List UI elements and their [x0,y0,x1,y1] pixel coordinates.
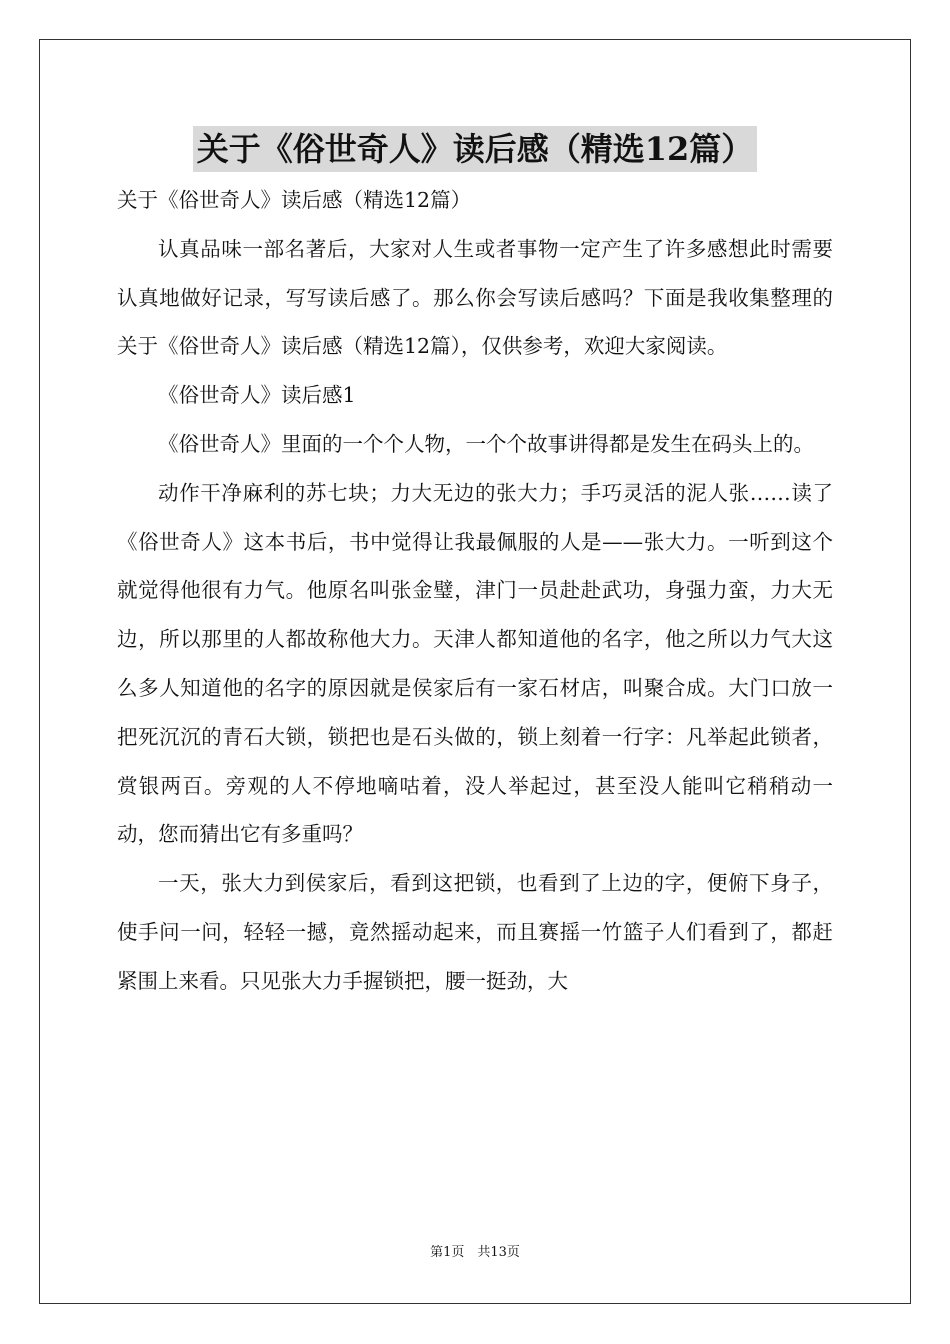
body-paragraph: 《俗世奇人》里面的一个个人物，一个个故事讲得都是发生在码头上的。 [158,431,814,456]
body-paragraph: 一天，张大力到侯家后，看到这把锁，也看到了上边的字，便俯下身子，使手问一问，轻轻一撼，竟然摇动起来，而且赛摇一竹篮子人们看到了，都赶紧围上来看。只见张大力手握锁把，腰一挺劲，大 [117,871,833,993]
document-title: 关于《俗世奇人》读后感（精选12篇） [193,126,758,172]
subtitle-paragraph: 关于《俗世奇人》读后感（精选12篇） [117,188,472,212]
section-heading: 《俗世奇人》读后感1 [158,383,356,408]
intro-paragraph: 认真品味一部名著后，大家对人生或者事物一定产生了许多感想此时需要认真地做好记录，写写读后感了。那么你会写读后感吗？下面是我收集整理的关于《俗世奇人》读后感（精选12篇），仅供参考，欢迎大家阅读。 [117,236,833,359]
document-body [117,176,833,1006]
page-number: 第1页 共13页 [430,1245,520,1260]
page-footer [0,1244,950,1262]
body-paragraph: 动作干净麻利的苏七块；力大无边的张大力；手巧灵活的泥人张……读了《俗世奇人》这本书后，书中觉得让我最佩服的人是——张大力。一听到这个就觉得他很有力气。他原名叫张金璧，津门一员赴赴武功，身强力蛮，力大无边，所以那里的人都故称他大力。天津人都知道他的名字，他之所以力气大这么多人知道他的名字的原因就是侯家后有一家石材店，叫聚合成。大门口放一把死沉沉的青石大锁，锁把也是石头做的，锁上刻着一行字：凡举起此锁者，赏银两百。旁观的人不停地嘀咕着，没人举起过，甚至没人能叫它稍稍动一动，您而猜出它有多重吗？ [117,480,833,847]
title-container [0,126,950,172]
